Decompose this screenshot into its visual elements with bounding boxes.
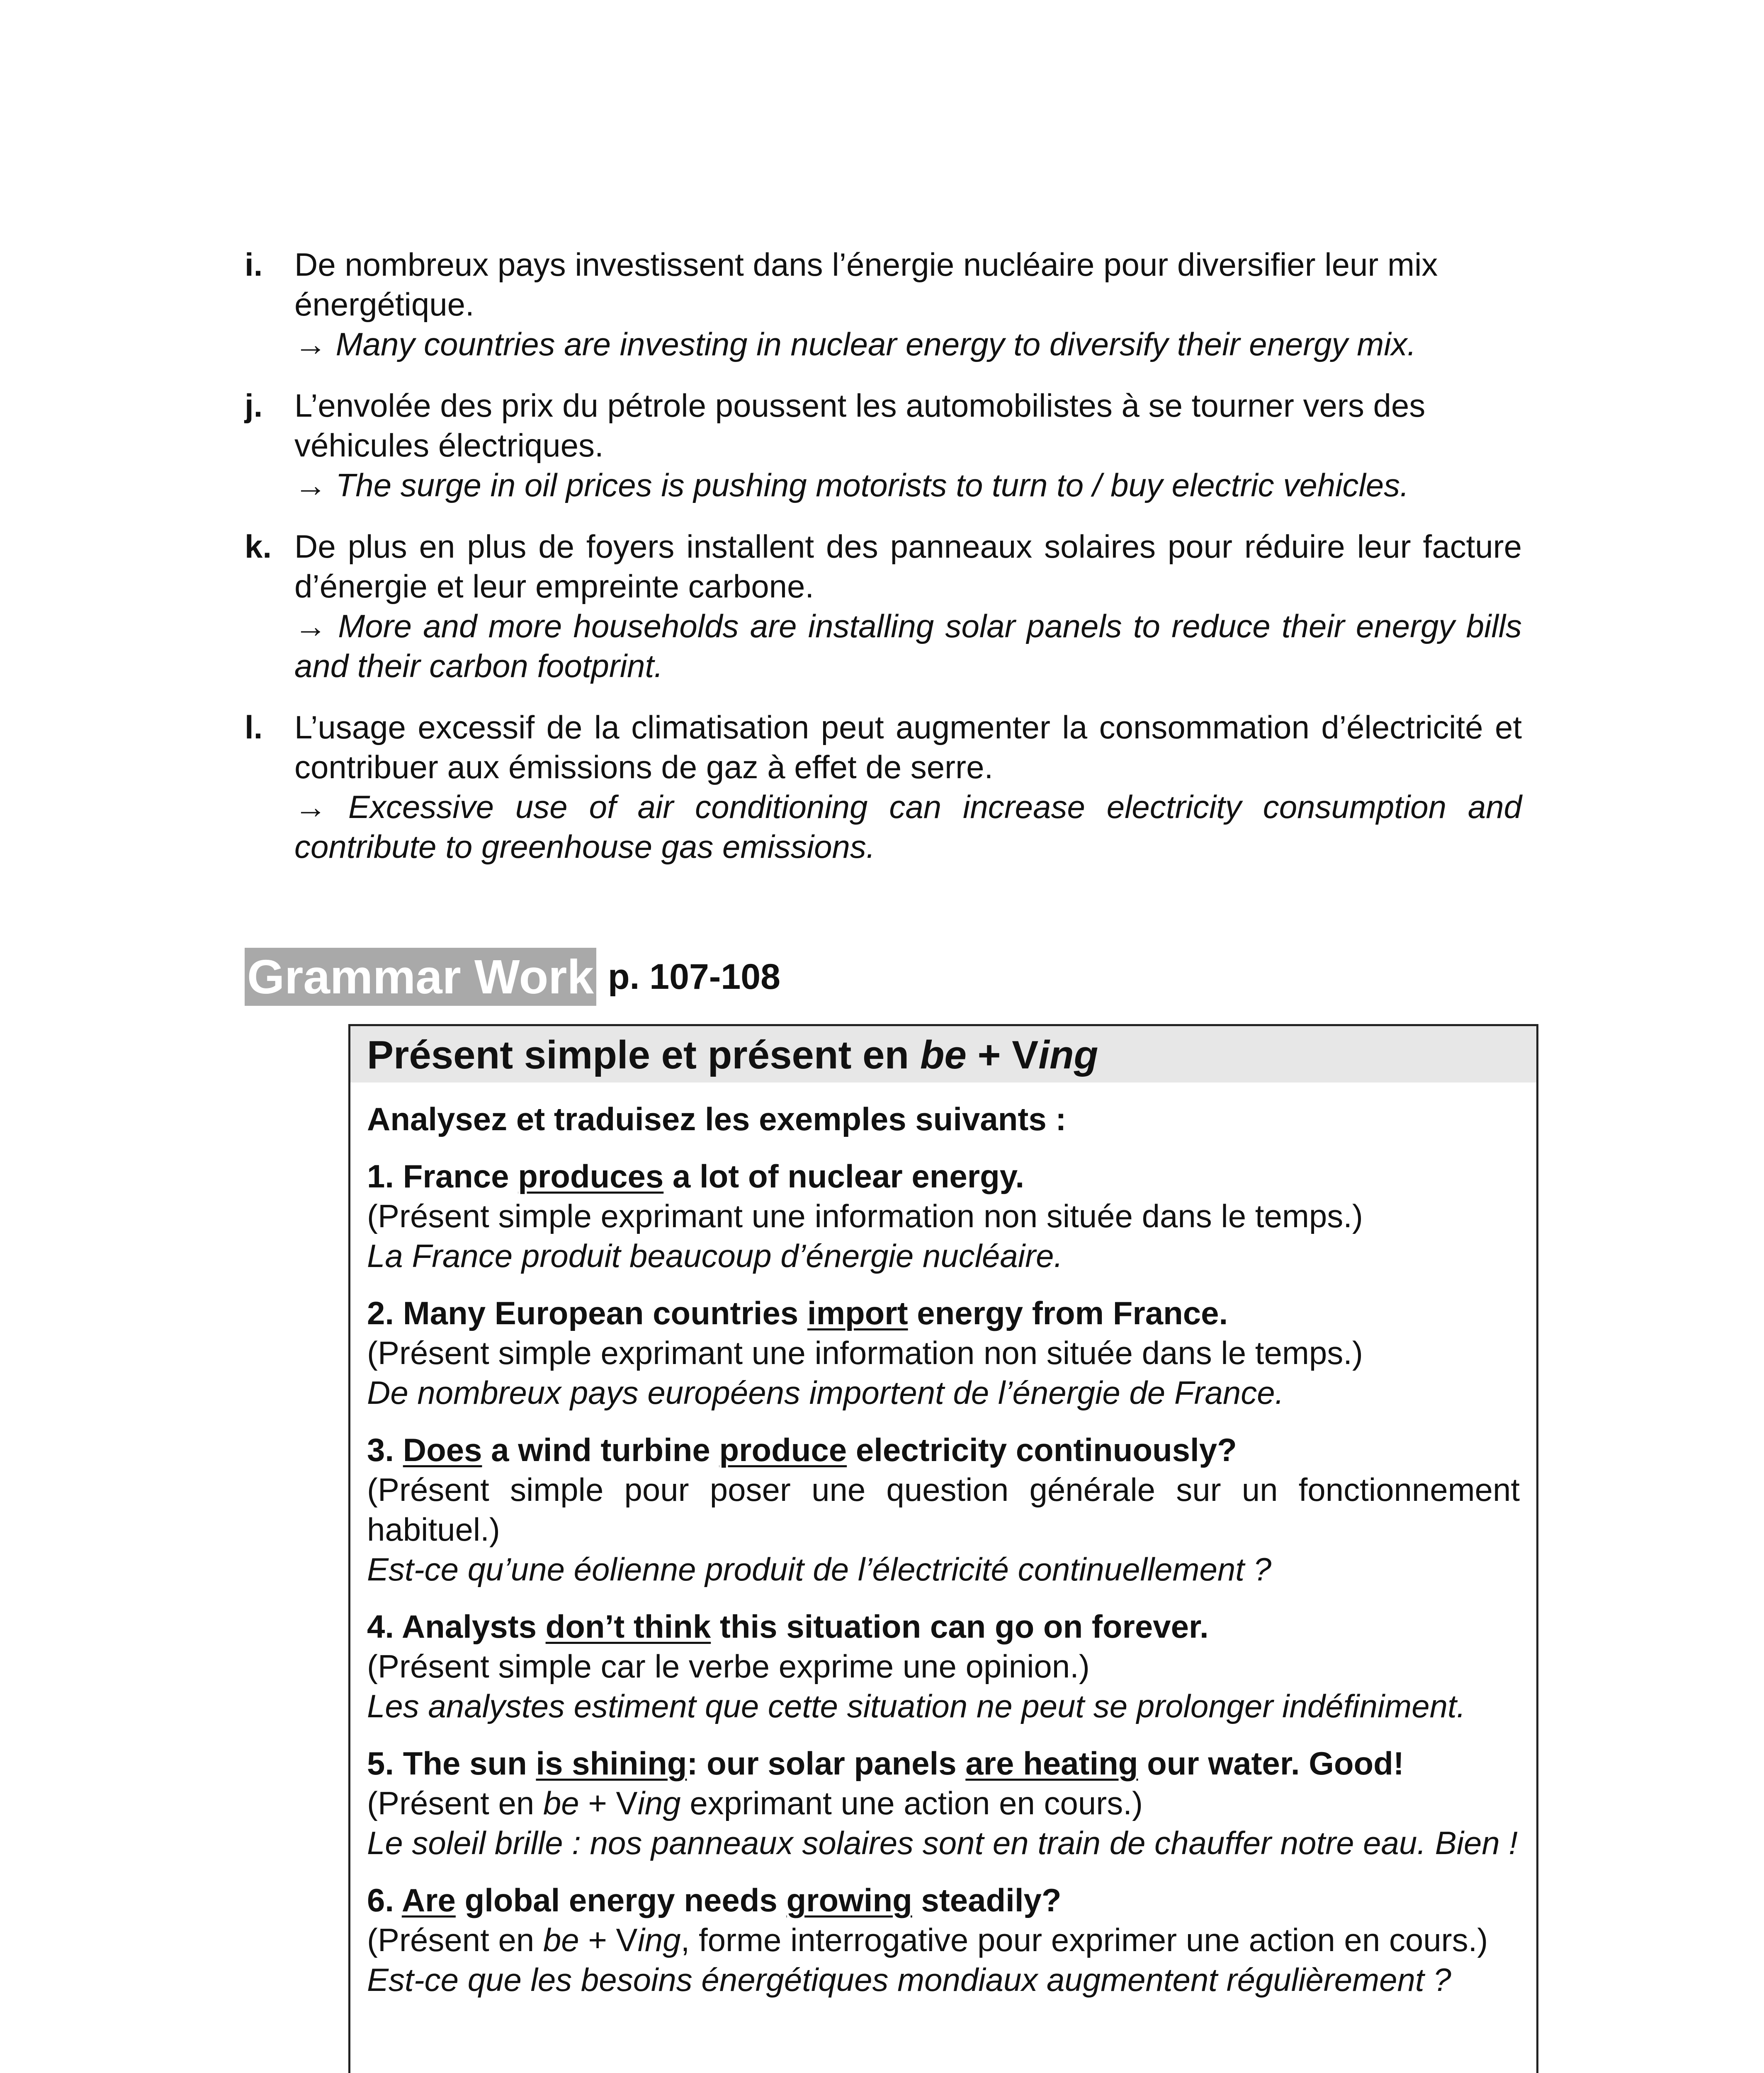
example-item — [367, 1293, 1520, 1413]
french-translation: Est-ce qu’une éolienne produit de l’électricité continuellement ? — [367, 1551, 1271, 1588]
note-text: + V — [579, 1922, 638, 1958]
english-translation: → The surge in oil prices is pushing motorists to turn to / buy electric vehicles. — [294, 467, 1409, 503]
underlined-verb: is shining — [536, 1745, 687, 1782]
example-item — [367, 1743, 1520, 1863]
example-sentence — [367, 1607, 1520, 1646]
sentence-text: a wind turbine — [482, 1432, 719, 1468]
title-plus: + V — [966, 1033, 1039, 1077]
french-sentence: De plus en plus de foyers installent des panneaux solaires pour réduire leur facture d’énergie et leur empreinte carbone. — [294, 528, 1522, 604]
french-translation: La France produit beaucoup d’énergie nucléaire. — [367, 1238, 1063, 1274]
grammar-note: (Présent simple exprimant une information non située dans le temps.) — [367, 1198, 1363, 1234]
list-item — [245, 527, 1522, 686]
note-text: (Présent en — [367, 1785, 543, 1821]
instructions: Analysez et traduisez les exemples suivants : — [367, 1101, 1067, 1137]
sentence-text: 5. The sun — [367, 1745, 536, 1782]
example-sentence — [367, 1293, 1520, 1333]
underlined-verb: are heating — [965, 1745, 1138, 1782]
sentence-text: electricity continuously? — [847, 1432, 1237, 1468]
underlined-verb: import — [807, 1295, 908, 1331]
sentence-text: 4. Analysts — [367, 1608, 546, 1645]
translation-list — [245, 245, 1522, 888]
list-item — [245, 245, 1522, 364]
note-text: exprimant une action en cours.) — [680, 1785, 1143, 1821]
list-item — [245, 707, 1522, 867]
item-letter: i. — [245, 246, 263, 283]
sentence-text: 2. Many European countries — [367, 1295, 807, 1331]
grammar-note — [367, 1783, 1520, 1823]
sentence-text: a lot of nuclear energy. — [663, 1158, 1025, 1194]
note-text: (Présent en — [367, 1922, 543, 1958]
french-sentence: L’usage excessif de la climatisation peut augmenter la consommation d’électricité et contribuer aux émissions de gaz à effet de serre. — [294, 709, 1522, 785]
section-label: Grammar Work — [245, 948, 596, 1006]
example-item — [367, 1156, 1520, 1276]
example-sentence — [367, 1743, 1520, 1783]
english-translation: → More and more households are installing solar panels to reduce their energy bills and their carbon footprint. — [294, 608, 1522, 684]
note-text: + V — [579, 1785, 638, 1821]
grammar-box — [348, 1024, 1538, 2073]
note-ing: ing — [637, 1922, 681, 1958]
example-item — [367, 1430, 1520, 1589]
underlined-verb: produces — [518, 1158, 664, 1194]
sentence-text: 3. — [367, 1432, 403, 1468]
section-heading — [245, 948, 780, 1006]
underlined-verb: Does — [403, 1432, 482, 1468]
french-translation: De nombreux pays européens importent de l’énergie de France. — [367, 1374, 1284, 1411]
example-sentence — [367, 1430, 1520, 1470]
french-translation: Le soleil brille : nos panneaux solaires sont en train de chauffer notre eau. Bien ! — [367, 1825, 1518, 1861]
sentence-text: steadily? — [912, 1882, 1062, 1918]
sentence-text: our water. Good! — [1138, 1745, 1404, 1782]
item-letter: k. — [245, 528, 272, 565]
french-translation: Les analystes estiment que cette situation ne peut se prolonger indéfiniment. — [367, 1688, 1466, 1724]
underlined-verb: produce — [719, 1432, 847, 1468]
example-sentence — [367, 1880, 1520, 1920]
grammar-note — [367, 1920, 1520, 1960]
note-ing: ing — [637, 1785, 681, 1821]
example-item — [367, 1880, 1520, 2000]
sentence-text: energy from France. — [908, 1295, 1228, 1331]
underlined-verb: growing — [786, 1882, 912, 1918]
note-be: be — [543, 1922, 579, 1958]
grammar-box-title — [350, 1026, 1536, 1083]
french-sentence: De nombreux pays investissent dans l’énergie nucléaire pour diversifier leur mix énergétique. — [294, 246, 1438, 323]
title-be: be — [920, 1033, 967, 1077]
sentence-text: this situation can go on forever. — [711, 1608, 1209, 1645]
title-ing: ing — [1038, 1033, 1098, 1077]
french-sentence: L’envolée des prix du pétrole poussent les automobilistes à se tourner vers des véhicules électriques. — [294, 387, 1426, 464]
grammar-note: (Présent simple exprimant une information non située dans le temps.) — [367, 1335, 1363, 1371]
note-text: , forme interrogative pour exprimer une action en cours.) — [680, 1922, 1488, 1958]
example-item — [367, 1607, 1520, 1726]
list-item — [245, 386, 1522, 505]
item-letter: l. — [245, 709, 263, 745]
item-letter: j. — [245, 387, 263, 424]
english-translation: → Many countries are investing in nuclear energy to diversify their energy mix. — [294, 326, 1417, 362]
page-reference: p. 107-108 — [607, 956, 780, 997]
sentence-text: : our solar panels — [687, 1745, 966, 1782]
sentence-text: 1. France — [367, 1158, 518, 1194]
sentence-text: 6. — [367, 1882, 402, 1918]
sentence-text: global energy needs — [455, 1882, 787, 1918]
english-translation: → Excessive use of air conditioning can increase electricity consumption and contribute to greenhouse gas emissions. — [294, 789, 1522, 865]
example-sentence — [367, 1156, 1520, 1196]
underlined-verb: don’t think — [545, 1608, 711, 1645]
note-be: be — [543, 1785, 579, 1821]
grammar-note: (Présent simple pour poser une question générale sur un fonctionnement habituel.) — [367, 1471, 1520, 1548]
french-translation: Est-ce que les besoins énergétiques mondiaux augmentent régulièrement ? — [367, 1961, 1451, 1998]
grammar-box-content — [350, 1083, 1536, 2000]
grammar-note: (Présent simple car le verbe exprime une opinion.) — [367, 1648, 1090, 1685]
underlined-verb: Are — [401, 1882, 456, 1918]
title-text: Présent simple et présent en — [367, 1033, 920, 1077]
